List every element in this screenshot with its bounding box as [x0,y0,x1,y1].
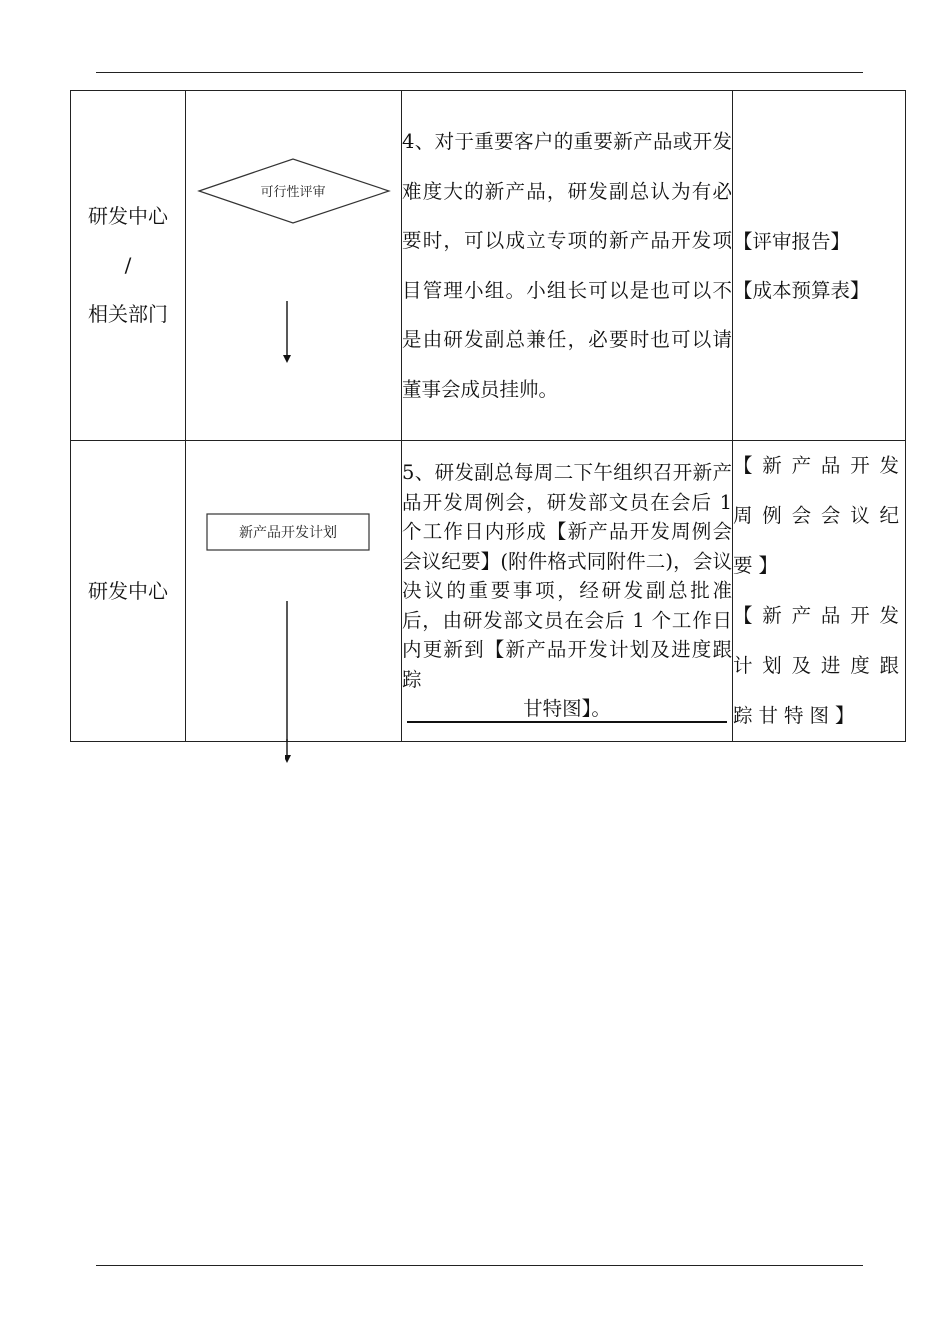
flow-node-label: 新产品开发计划 [239,525,337,541]
flowchart-cell [186,441,402,742]
process-flow-table [70,90,906,742]
flowchart-cell [186,91,402,441]
header-rule [96,72,863,73]
department-cell [71,91,186,441]
table-row [71,91,906,441]
flow-node-label: 可行性评审 [260,185,326,200]
document-label: 【新产品开发计划及进度跟踪甘特图】 [733,604,905,727]
arrow-head-icon [285,755,291,763]
document-label: 【新产品开发周例会会议纪要】 [733,454,905,577]
flowchart-step [186,91,402,441]
department-line: 研发中心 [88,204,168,228]
document-label: 【成本预算表】 [733,278,870,302]
documents-cell [733,91,906,441]
documents-cell [733,441,906,742]
document-label: 【评审报告】 [733,229,851,253]
department-cell [71,441,186,742]
flow-continuation-arrow [285,739,295,765]
description-cell [402,441,733,742]
step-description: 5、研发副总每周二下午组织召开新产品开发周例会，研发部文员在会后 1 个工作日内形成【新产品开发周例会会议纪要】(附件格式同附件二)，会议决议的重要事项，经研发副总批准后，由研发部文员在会后 1 个工作日内更新到【新产品开发计划及进度跟踪 [402,461,732,691]
underline-rule [407,721,727,723]
table-row [71,441,906,742]
flowchart-step [186,441,402,741]
description-cell [402,91,733,441]
department-line: 研发中心 [88,579,168,603]
department-line: / [124,253,132,277]
step-description-end: 甘特图】。 [523,697,611,721]
footer-rule [96,1265,863,1266]
arrow-head-icon [283,355,291,363]
step-description: 4、对于重要客户的重要新产品或开发难度大的新产品，研发副总认为有必要时，可以成立专项的新产品开发项目管理小组。小组长可以是也可以不是由研发副总兼任，必要时也可以请董事会成员挂帅。 [402,130,732,401]
department-line: 相关部门 [88,302,168,326]
